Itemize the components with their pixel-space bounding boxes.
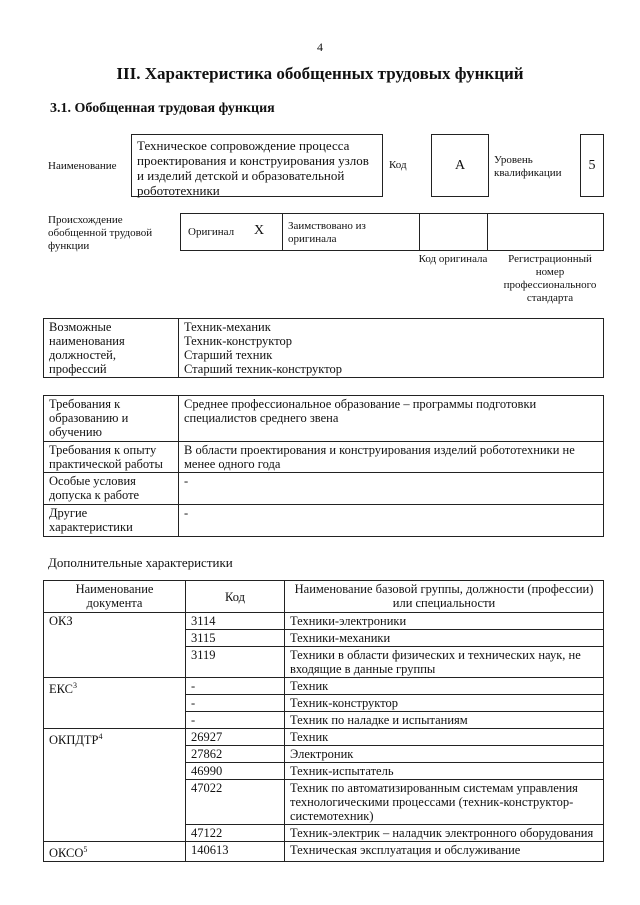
req-value-other: - [179,505,604,537]
code-cell: 3114 [186,613,285,630]
group-name-cell: Техник-испытатель [285,763,604,780]
group-name-cell: Техники-электроники [285,613,604,630]
positions-label: Возможные наименования должностей, профессий [44,319,179,378]
req-value-admission: - [179,473,604,505]
doc-name: ОКПДТР [49,733,99,748]
header-document: Наименование документа [44,581,186,613]
doc-name: ОКЗ [49,614,73,628]
code-value: A [454,157,466,173]
name-label: Наименование [48,160,117,172]
req-value-education: Среднее профессиональное образование – программы подготовки специалистов среднего звена [179,396,604,442]
positions-table [43,318,604,378]
level-value: 5 [588,157,596,173]
footnote-mark: 3 [73,681,77,690]
req-label-education: Требования к образованию и обучению [44,396,179,442]
original-mark: X [254,223,265,238]
footnote-mark: 5 [83,845,88,854]
origin-divider-3 [487,214,488,250]
doc-okso [44,842,186,862]
group-name-cell: Электроник [285,746,604,763]
level-label: Уровень квалификации [494,154,562,179]
page-number: 4 [317,40,323,54]
group-name-cell: Техник [285,729,604,746]
doc-okz [44,613,186,678]
group-name-cell: Техник по автоматизированным системам управления технологическими процессами (техник-конструктор-системотехник) [285,780,604,825]
additional-characteristics-label: Дополнительные характеристики [48,555,233,570]
code-cell: - [186,678,285,695]
doc-name: ОКСО [49,846,84,861]
function-name-box [131,134,383,197]
req-label-experience: Требования к опыту практической работы [44,442,179,473]
additional-table [43,580,604,862]
doc-eks [44,678,186,729]
reg-number-caption: Регистрационный номер профессионального стандарта [503,253,597,304]
origin-divider-1 [282,214,283,250]
positions-list [179,319,604,378]
group-name-cell: Техники в области физических и технических наук, не входящие в данные группы [285,647,604,678]
code-cell: 26927 [186,729,285,746]
original-label: Оригинал [188,226,235,238]
group-name-cell: Техники-механики [285,630,604,647]
code-cell: 47022 [186,780,285,825]
group-name-cell: Техник [285,678,604,695]
function-name-value: Техническое сопровождение процесса проектирования и конструирования узлов и изделий детской и образовательной робототехники [137,138,369,198]
code-cell: - [186,712,285,729]
group-name-cell: Техник-электрик – наладчик электронного оборудования [285,825,604,842]
code-cell: 46990 [186,763,285,780]
origin-label: Происхождение обобщенной трудовой функции [48,214,153,252]
requirements-table [43,395,604,537]
doc-okpdtr [44,729,186,842]
position-item: Техник-конструктор [184,334,292,348]
code-cell: 140613 [186,842,285,862]
footnote-mark: 4 [98,732,103,741]
header-group-name: Наименование базовой группы, должности (профессии) или специальности [285,581,604,613]
group-name-cell: Техническая эксплуатация и обслуживание [285,842,604,862]
req-value-experience: В области проектирования и конструирования изделий робототехники не менее одного года [179,442,604,473]
group-name-cell: Техник по наладке и испытаниям [285,712,604,729]
code-cell: 3115 [186,630,285,647]
group-name-cell: Техник-конструктор [285,695,604,712]
borrowed-label: Заимствовано из оригинала [288,220,366,245]
page-title: III. Характеристика обобщенных трудовых функций [116,64,524,83]
origin-divider-2 [419,214,420,250]
code-label: Код [389,159,407,171]
code-cell: 47122 [186,825,285,842]
code-original-caption: Код оригинала [418,253,488,265]
origin-box [180,213,604,251]
position-item: Техник-механик [184,320,271,334]
section-subtitle: 3.1. Обобщенная трудовая функция [50,101,275,116]
code-cell: - [186,695,285,712]
level-box [580,134,604,197]
header-code: Код [186,581,285,613]
position-item: Старший техник [184,348,273,362]
code-cell: 3119 [186,647,285,678]
doc-name: ЕКС [49,682,73,697]
code-box [431,134,489,197]
code-cell: 27862 [186,746,285,763]
req-label-other: Другие характеристики [44,505,179,537]
position-item: Старший техник-конструктор [184,362,343,376]
req-label-admission: Особые условия допуска к работе [44,473,179,505]
